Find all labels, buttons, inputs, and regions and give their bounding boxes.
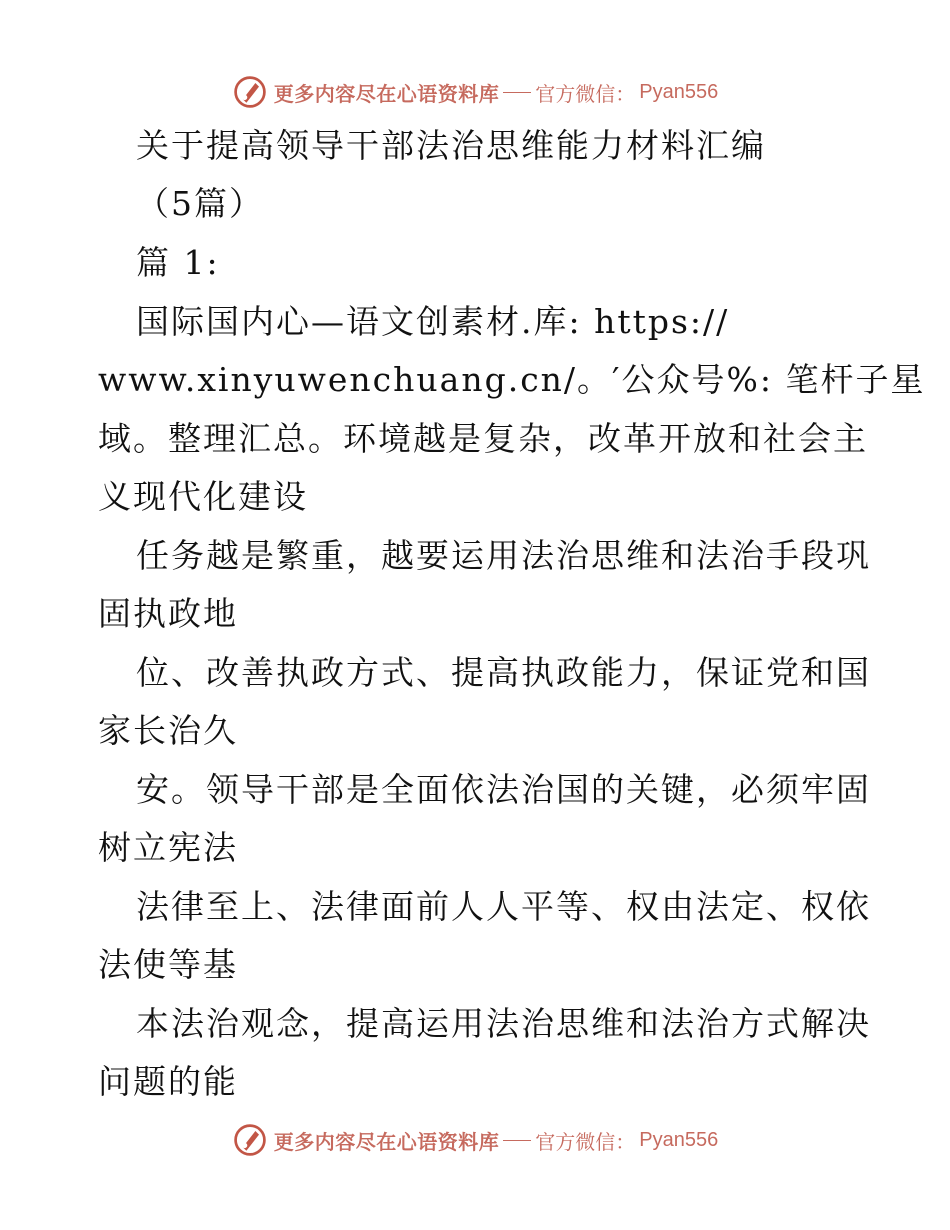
- watermark-wechat-id: Pyan556: [639, 80, 719, 103]
- watermark-text: 更多内容尽在心语资料库: [273, 1129, 500, 1154]
- text-line: 法使等基: [98, 945, 238, 984]
- watermark-text: 更多内容尽在心语资料库: [273, 81, 500, 106]
- text-line: 位、改善执政方式、提高执政能力，保证党和国: [136, 653, 871, 692]
- text-line: 固执政地: [98, 594, 238, 633]
- text-line: 义现代化建设: [98, 477, 308, 516]
- text-line: 本法治观念，提高运用法治思维和法治方式解决: [136, 1004, 871, 1043]
- watermark-wechat-label: 官方微信：: [535, 81, 636, 106]
- text-line: 树立宪法: [98, 828, 238, 867]
- text-line: 家长治久: [98, 711, 238, 750]
- text-line: 域。整理汇总。环境越是复杂，改革开放和社会主: [98, 419, 868, 458]
- text-line: www.xinyuwenchuang.cn/。′公众号%: 笔杆子星: [98, 360, 926, 399]
- watermark-divider: [503, 1140, 531, 1141]
- watermark-wechat-id: Pyan556: [639, 1128, 719, 1151]
- footer-watermark: [0, 1120, 950, 1160]
- text-line: 安。领导干部是全面依法治国的关键，必须牢固: [136, 770, 871, 809]
- document-subtitle: （5篇）: [136, 184, 264, 223]
- text-line: 任务越是繁重，越要运用法治思维和法治手段巩: [136, 536, 871, 575]
- watermark-wechat-label: 官方微信：: [535, 1129, 636, 1154]
- text-line: 问题的能: [98, 1062, 238, 1101]
- text-line: 法律至上、法律面前人人平等、权由法定、权依: [136, 887, 871, 926]
- pen-logo-icon: [232, 1122, 268, 1158]
- text-line: 国际国内心—语文创素材.库: https://: [136, 302, 730, 341]
- section-heading: 篇 1:: [136, 243, 220, 282]
- document-title: 关于提高领导干部法治思维能力材料汇编: [136, 126, 766, 165]
